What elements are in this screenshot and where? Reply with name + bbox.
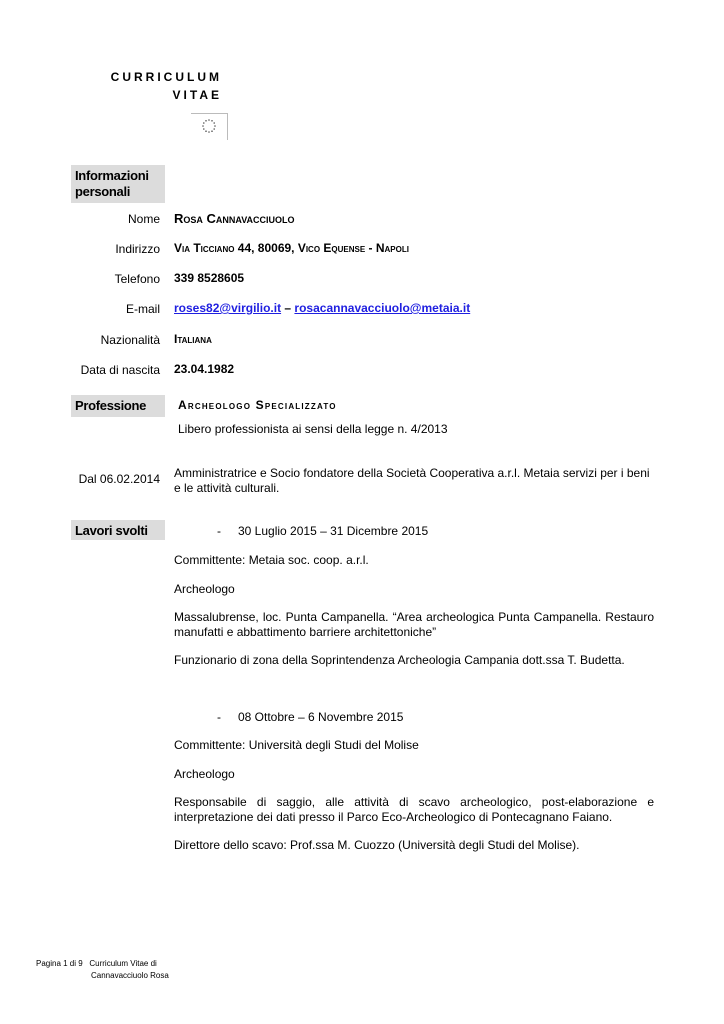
value-birthdate: 23.04.1982 [174, 362, 235, 376]
label-address: Indirizzo [115, 242, 160, 256]
profession-subtitle: Libero professionista ai sensi della legge n. 4/2013 [178, 422, 448, 436]
email-separator: – [281, 301, 295, 315]
work-2-description: Responsabile di saggio, alle attività di scavo archeologico, post-elaborazione e interpretazione dei dati presso il Parco Eco-Archeologico di Pontecagnano Faiano. [174, 795, 654, 824]
footer-line1: Curriculum Vitae di [89, 959, 157, 968]
work-2-supervisor: Direttore dello scavo: Prof.ssa M. Cuozzo (Università degli Studi del Molise). [174, 838, 580, 852]
value-name: Rosa Cannavacciuolo [174, 211, 295, 226]
work-1-role: Archeologo [174, 582, 235, 596]
label-name: Nome [127, 212, 160, 226]
email-link-1[interactable]: roses82@virgilio.it [174, 301, 282, 315]
work-1-period: 30 Luglio 2015 – 31 Dicembre 2015 [238, 524, 429, 538]
label-birthdate: Data di nascita [80, 363, 160, 377]
cv-title-line2: VITAE [172, 88, 222, 102]
eu-flag-icon [191, 113, 228, 140]
cv-title [110, 68, 222, 104]
label-email: E-mail [125, 302, 160, 316]
work-1-supervisor: Funzionario di zona della Soprintendenza Archeologia Campania dott.ssa T. Budetta. [174, 653, 625, 667]
label-since: Dal 06.02.2014 [78, 472, 160, 486]
email-link-2[interactable]: rosacannavacciuolo@metaia.it [294, 301, 471, 315]
page-footer [36, 958, 169, 982]
label-phone: Telefono [114, 272, 160, 286]
section-profession: Professione [71, 395, 165, 417]
work-1-description: Massalubrense, loc. Punta Campanella. “Area archeologica Punta Campanella. Restauro manufatti e abbattimento barriere architettoniche” [174, 610, 654, 639]
profession-title: Archeologo Specializzato [178, 398, 337, 412]
footer-page-number: Pagina 1 di 9 [36, 959, 83, 968]
label-nationality: Nazionalità [100, 333, 160, 347]
work-1-client: Committente: Metaia soc. coop. a.r.l. [174, 553, 369, 567]
value-email [174, 301, 470, 315]
footer-line2: Cannavacciuolo Rosa [91, 971, 169, 980]
cv-title-line1: CURRICULUM [110, 70, 222, 84]
value-nationality: Italiana [174, 332, 212, 346]
section-personal-info: Informazioni personali [71, 165, 165, 203]
since-description: Amministratrice e Socio fondatore della Società Cooperativa a.r.l. Metaia servizi per i beni e le attività culturali. [174, 466, 650, 495]
work-1-bullet: - [217, 524, 221, 538]
work-2-client: Committente: Università degli Studi del Molise [174, 738, 419, 752]
work-2-period: 08 Ottobre – 6 Novembre 2015 [238, 710, 404, 724]
value-address: Via Ticciano 44, 80069, Vico Equense - Napoli [174, 241, 409, 255]
work-2-role: Archeologo [174, 767, 235, 781]
section-works: Lavori svolti [71, 520, 165, 540]
work-2-bullet: - [217, 710, 221, 724]
value-phone: 339 8528605 [174, 271, 245, 285]
